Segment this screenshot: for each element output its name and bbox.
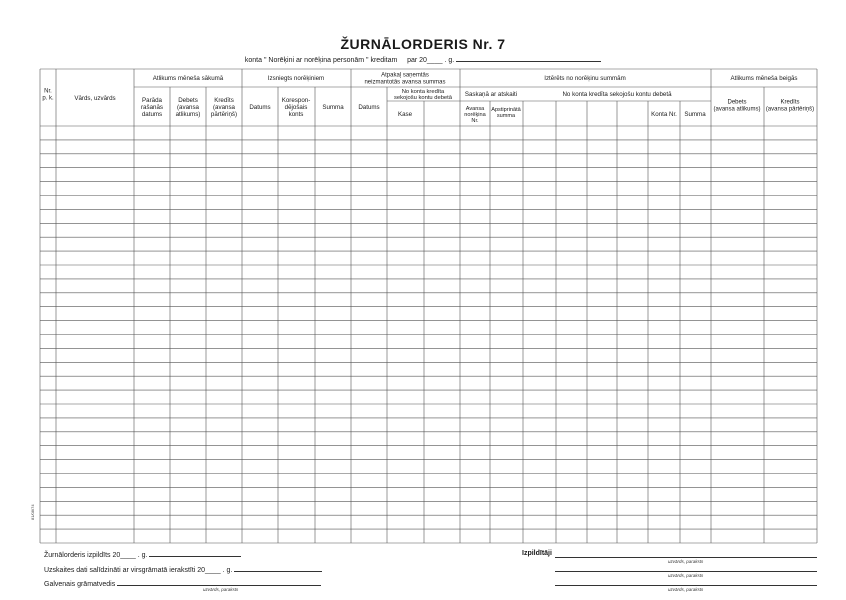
header-issued: Izsniegts norēķiniem: [267, 75, 325, 82]
footer-compared: [44, 565, 322, 574]
header-nr: Nr. p. k.: [42, 88, 54, 102]
header-account-nr: Konta Nr.: [651, 111, 677, 118]
executors-label: Izpildītāji: [522, 550, 552, 557]
footer-chief: [44, 579, 321, 588]
header-end-balance: Atlikums mēneša beigās: [730, 75, 798, 82]
compiled-label: Žurnālorderis izpildīts 20____ . g.: [44, 552, 148, 559]
footer-compiled: [44, 550, 241, 559]
header-date-issued: Datums: [249, 104, 271, 111]
compared-label: Uzskaites dati salīdzināti ar virsgrāmatā ierakstīti 20____ . g.: [44, 567, 233, 574]
header-cash: Kase: [397, 111, 413, 118]
header-per-report: Saskaņā ar atskaiti: [464, 91, 518, 98]
executor-caption-2: uzvārds, paraksts: [668, 573, 704, 578]
executor-caption-3: uzvārds, paraksts: [668, 587, 704, 592]
form-code: 81/08/74: [30, 504, 35, 520]
header-debit-advance: Debets (avansa atlikums): [175, 97, 201, 118]
header-end-credit: Kredīts (avansa pārtēriņš): [765, 99, 815, 113]
subtitle-account: konta " Norēķini ar norēķina personām " kreditam: [244, 57, 398, 64]
header-sum-issued: Summa: [322, 104, 344, 111]
header-spent: Iztērēts no norēķinu summām: [544, 75, 626, 82]
header-start-balance: Atlikums mēneša sākumā: [152, 75, 224, 82]
subtitle-period: par 20____ . g.: [407, 57, 455, 64]
header-name: Vārds, uzvārds: [74, 95, 116, 102]
header-sum-2: Summa: [684, 111, 706, 118]
executor-caption-1: uzvārds, paraksts: [668, 559, 704, 564]
header-from-credit: No konta kredīta sekojošu kontu debetā: [393, 88, 453, 102]
document-title: ŽURNĀLORDERIS Nr. 7: [340, 36, 506, 52]
executor-line-2[interactable]: [555, 571, 817, 572]
header-debt-date: Parāda rašanās datums: [140, 97, 164, 118]
table-grid-lines: [40, 69, 817, 543]
header-advance-nr: Avansa norēķina Nr.: [464, 105, 486, 125]
header-date-returned: Datums: [358, 104, 380, 111]
header-returned: Atpakaļ saņemtās neizmantotās avansa summas: [364, 72, 446, 86]
header-approved-sum: Apstiprinātā summa: [491, 106, 521, 120]
chief-caption: uzvārds, paraksts: [203, 587, 239, 592]
table-header-text: [42, 73, 814, 125]
header-end-debit: Debets (avansa atlikums): [713, 99, 761, 113]
chief-accountant-line[interactable]: [117, 579, 321, 586]
compared-line[interactable]: [234, 565, 322, 572]
chief-accountant-label: Galvenais grāmatvedis: [44, 581, 116, 588]
header-correspondent-account: Korespon-dējošais konts: [281, 97, 311, 118]
header-from-credit-2: No konta kredīta sekojošu kontu debetā: [562, 91, 672, 98]
header-credit-overspend: Kredīts (avansa pārtēriņš): [210, 97, 238, 118]
compiled-line[interactable]: [149, 550, 241, 557]
executor-line-3[interactable]: [555, 585, 817, 586]
executor-line-1[interactable]: [555, 557, 817, 558]
